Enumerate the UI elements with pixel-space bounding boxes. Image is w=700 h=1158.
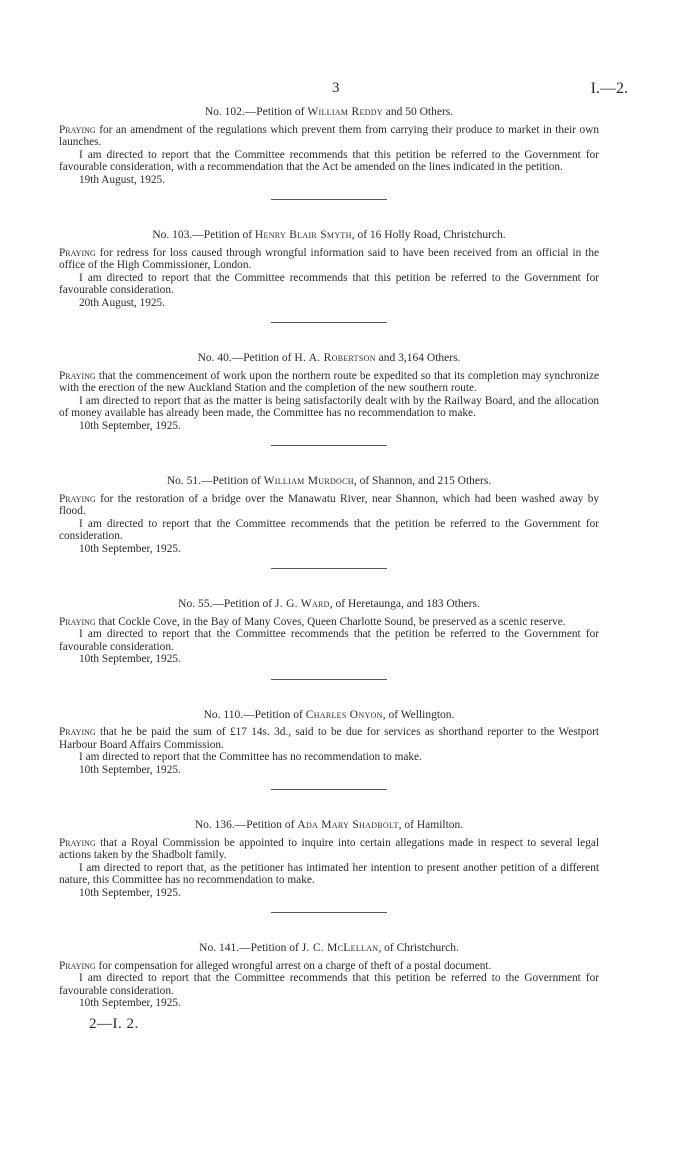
petition-110: [59, 709, 599, 791]
petitioner-name: Henry Blair Smyth: [254, 229, 352, 241]
committee-report: I am directed to report that the Committee recommends that the petition be referred to the Government for consideration.: [59, 517, 599, 542]
petition-date: 20th August, 1925.: [79, 296, 165, 309]
petitioner-name: H. A. Robertson: [294, 352, 376, 364]
petition-102: [59, 106, 599, 200]
committee-report: I am directed to report that the Committee recommends that the petition be referred to the Government for favourable consideration.: [59, 628, 599, 653]
petition-date: 10th September, 1925.: [79, 997, 181, 1009]
page-number: 3: [332, 80, 340, 96]
signature-reference: 2—I. 2.: [89, 1015, 139, 1032]
committee-report: I am directed to report that as the matter is being satisfactorily dealt with by the Railway Board, and the allocation of money available has already been made, the Committee has no recommendation to make.: [59, 394, 599, 419]
petition-141: [59, 942, 599, 1010]
committee-report: I am directed to report that the Committee recommends that this petition be referred to the Government for favourable consideration, with a recommendation that the Act be amended on the lines indicated in the petition.: [59, 148, 599, 173]
petition-date: 19th August, 1925.: [79, 173, 165, 186]
committee-report: I am directed to report that the Committee recommends that this petition be referred to the Government for favourable consideration.: [59, 271, 599, 296]
petition-136: [59, 819, 599, 913]
petition-title: No. 55.—Petition of J. G. Ward, of Heretaunga, and 183 Others.: [178, 598, 480, 610]
committee-report: I am directed to report that the Committee has no recommendation to make.: [79, 751, 422, 763]
petition-40: [59, 352, 599, 446]
petition-title: No. 40.—Petition of H. A. Robertson and 3,164 Others.: [197, 352, 461, 364]
petition-prayer: Praying that Cockle Cove, in the Bay of Many Coves, Queen Charlotte Sound, be preserved as a scenic reserve.: [59, 615, 566, 628]
committee-report: I am directed to report that the Committee recommends that this petition be referred to the Government for favourable consideration.: [59, 972, 599, 997]
petition-prayer: Praying for compensation for alleged wrongful arrest on a charge of theft of a postal document.: [59, 959, 492, 972]
petition-prayer: Praying for redress for loss caused through wrongful information said to have been received from an official in the office of the High Commissioner, London.: [59, 246, 599, 271]
petitioner-name: William Reddy: [307, 106, 383, 118]
petitioner-name: Ada Mary Shadbolt: [297, 819, 399, 831]
petitioner-name: J. G. Ward: [274, 598, 330, 610]
petition-title: No. 110.—Petition of Charles Onyon, of Wellington.: [203, 708, 455, 721]
petition-prayer: Praying that a Royal Commission be appointed to inquire into certain allegations made in respect to several legal actions taken by the Shadbolt family.: [59, 836, 599, 861]
petition-date: 10th September, 1925.: [79, 542, 181, 555]
petition-prayer: Praying that he be paid the sum of £17 14s. 3d., said to be due for services as shorthand reporter to the Westport Harbour Board Affairs Commission.: [59, 726, 599, 751]
petition-51: [59, 475, 599, 569]
petitioner-name: Charles Onyon: [305, 708, 383, 721]
petition-title: No. 141.—Petition of J. C. McLellan, of Christchurch.: [199, 942, 459, 954]
petition-title: No. 102.—Petition of William Reddy and 50 Others.: [204, 106, 454, 118]
petition-date: 10th September, 1925.: [79, 763, 181, 776]
committee-report: I am directed to report that, as the petitioner has intimated her intention to present another petition of a different nature, this Committee has no recommendation to make.: [59, 861, 599, 886]
petition-55: [59, 598, 599, 680]
petition-103: [59, 229, 599, 323]
petition-title: No. 51.—Petition of William Murdoch, of Shannon, and 215 Others.: [166, 475, 492, 487]
petition-title: No. 103.—Petition of Henry Blair Smyth, of 16 Holly Road, Christchurch.: [152, 229, 506, 241]
petition-date: 10th September, 1925.: [79, 419, 181, 432]
petition-date: 10th September, 1925.: [79, 886, 181, 899]
petition-title: No. 136.—Petition of Ada Mary Shadbolt, of Hamilton.: [194, 819, 464, 831]
page-reference: I.—2.: [590, 80, 628, 97]
petitioner-name: William Murdoch: [263, 475, 354, 487]
petition-prayer: Praying that the commencement of work upon the northern route be expedited so that its completion may synchronize with the erection of the new Auckland Station and the completion of the new southern route.: [59, 369, 599, 394]
petition-list: [59, 106, 599, 1033]
petition-prayer: Praying for the restoration of a bridge over the Manawatu River, near Shannon, which had been washed away by flood.: [59, 492, 599, 517]
petition-date: 10th September, 1925.: [79, 653, 181, 665]
petition-prayer: Praying for an amendment of the regulations which prevent them from carrying their produce to market in their own launches.: [59, 123, 599, 148]
petitioner-name: J. C. McLellan: [301, 942, 379, 954]
